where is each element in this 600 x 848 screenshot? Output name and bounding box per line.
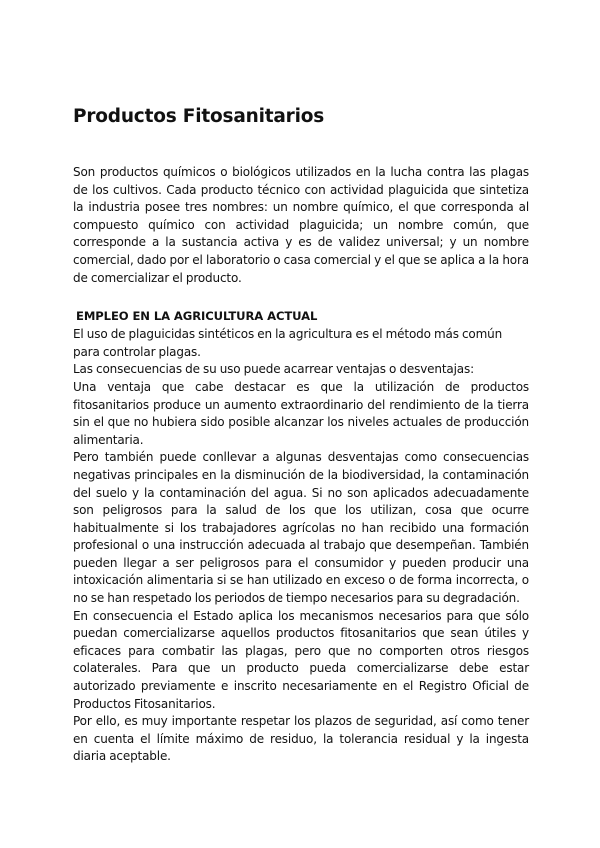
section-paragraph-5: En consecuencia el Estado aplica los mecanismos necesarios para que sólo puedan comercializarse aquellos productos fitosanitarios que sean útiles y eficaces para combatir las plagas, pero que no comporten otros riesgos colaterales. Para que un producto pueda comercializarse debe estar autorizado previamente e inscrito necesariamente en el Registro Oficial de Productos Fitosanitarios. — [73, 608, 529, 711]
document-title: Productos Fitosanitarios — [73, 106, 325, 127]
document-page — [73, 105, 529, 766]
section-paragraph-6: Por ello, es muy importante respetar los plazos de seguridad, así como tener en cuenta el límite máximo de residuo, la tolerancia residual y la ingesta diaria aceptable. — [73, 714, 529, 764]
section-paragraph-1: El uso de plaguicidas sintéticos en la agricultura es el método más común para controlar plagas. — [73, 327, 503, 359]
section-heading: EMPLEO EN LA AGRICULTURA ACTUAL — [76, 309, 318, 324]
section-paragraph-3: Una ventaja que cabe destacar es que la utilización de productos fitosanitarios produce un aumento extraordinario del rendimiento de la tierra sin el que no hubiera sido posible alcanzar los niveles actuales de producción alimentaria. — [73, 379, 529, 447]
section-paragraph-2: Las consecuencias de su uso puede acarrear ventajas o desventajas: — [73, 362, 474, 377]
intro-paragraph: Son productos químicos o biológicos utilizados en la lucha contra las plagas de los cultivos. Cada producto técnico con actividad plaguicida que sintetiza la industria posee tres nombres: un nombre químico, el que corresponda al compuesto químico con actividad plaguicida; un nombre común, que corresponde a la sustancia activa y es de validez universal; y un nombre comercial, dado por el laboratorio o casa comercial y el que se aplica a la hora de comercializar el producto. — [73, 165, 529, 285]
section-paragraph-4: Pero también puede conllevar a algunas desventajas como consecuencias negativas principales en la disminución de la biodiversidad, la contaminación del suelo y la contaminación del agua. Si no son aplicados adecuadamente son peligrosos para la salud de los que los utilizan, cosa que ocurre habitualmente si los trabajadores agrícolas no han recibido una formación profesional o una instrucción adecuada al trabajo que desempeñan. También pueden llegar a ser peligrosos para el consumidor y pueden producir una intoxicación alimentaria si se han utilizado en exceso o de forma incorrecta, o no se han respetado los periodos de tiempo necesarios para su degradación. — [73, 450, 529, 606]
